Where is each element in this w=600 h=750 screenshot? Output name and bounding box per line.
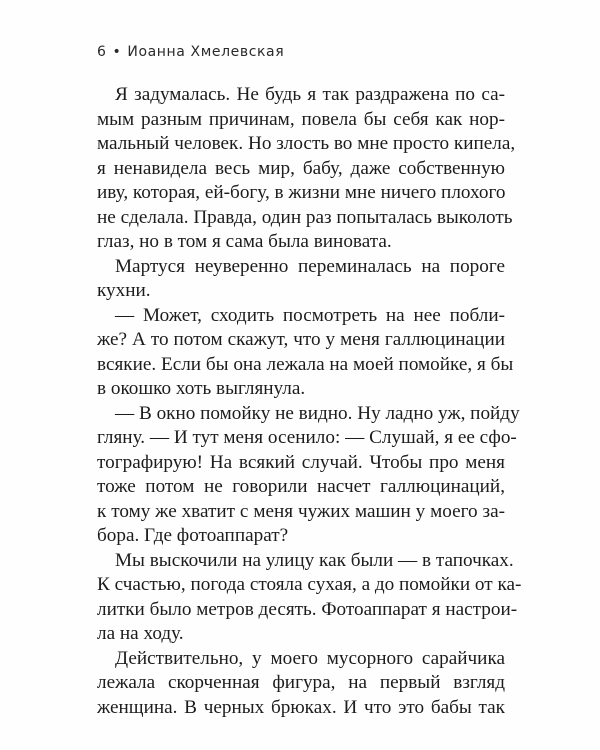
text-line: женщина. В черных брюках. И что это бабы так <box>97 696 505 718</box>
text-line: к тому же хватит с меня чужих машин у моего за- <box>97 500 505 522</box>
text-line: мым разным причинам, повела бы себя как нор- <box>97 108 505 130</box>
text-line: — Может, сходить посмотреть на нее побли- <box>115 304 505 326</box>
text-line: ла на ходу. <box>97 623 184 644</box>
text-line: тоже потом не говорили насчет галлюцинаций, <box>97 476 505 497</box>
text-line: Мартуся неуверенно переминалась на пороге <box>115 255 505 277</box>
text-line: в окошко хоть выглянула. <box>97 378 306 399</box>
text-line: лежала скорченная фигура, на первый взгляд <box>97 672 505 693</box>
body-text <box>97 83 522 720</box>
text-line: гляну. — И тут меня осенило: — Слушай, я ее сфо- <box>97 427 517 448</box>
text-line: всякие. Если бы она лежала на моей помойке, я бы <box>97 353 514 375</box>
text-line: глаз, но в том я сама была виновата. <box>97 231 392 252</box>
text-line: Действительно, у моего мусорного сарайчика <box>115 647 505 669</box>
author-name: Иоанна Хмелевская <box>127 44 285 60</box>
text-line: тографирую! На всякий случай. Чтобы про меня <box>97 451 505 473</box>
text-line: Мы выскочили на улицу как были — в тапочках. <box>115 549 514 571</box>
text-line: мальный человек. Но злость во мне просто кипела, <box>97 133 516 154</box>
text-line: бора. Где фотоаппарат? <box>97 525 289 546</box>
text-line: не сделала. Правда, один раз попыталась выколоть <box>97 206 513 228</box>
text-line: Я задумалась. Не будь я так раздражена по са- <box>115 84 505 105</box>
text-line: литки было метров десять. Фотоаппарат я настрои- <box>97 598 518 620</box>
text-line: К счастью, погода стояла сухая, а до помойки от ка- <box>97 574 522 595</box>
text-line: я ненавидела весь мир, бабу, даже собственную <box>97 157 505 179</box>
page-number: 6 <box>97 44 107 60</box>
header-separator: • <box>112 44 122 60</box>
text-line: — В окно помойку не видно. Ну ладно уж, пойду <box>115 402 520 424</box>
text-line: кухни. <box>97 280 151 301</box>
running-head <box>97 44 284 60</box>
text-line: же? А то потом скажут, что у меня галлюцинации <box>97 329 505 350</box>
text-line: иву, которая, ей-богу, в жизни мне ничего плохого <box>97 182 506 203</box>
